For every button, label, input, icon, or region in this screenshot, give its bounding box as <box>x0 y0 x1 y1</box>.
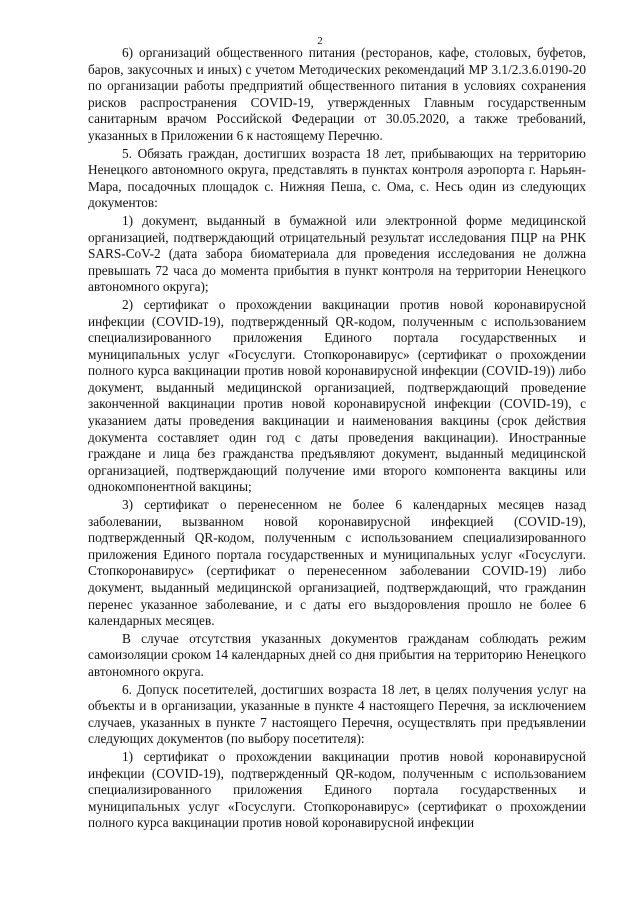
paragraph-clause-6-item-1: 1) сертификат о прохождении вакцинации против новой коронавирусной инфекции (COVID-19), подтвержденный QR-кодом, полученным с использованием специализированного приложения Единого портала государственных и муниципальных услуг «Госуслуги. Стопкоронавирус» (сертификат о прохождении полного курса вакцинации против новой коронавирусной инфекции <box>88 748 586 831</box>
paragraph-item-6-catering: 6) организаций общественного питания (ресторанов, кафе, столовых, буфетов, баров, закусочных и иных) с учетом Методических рекомендаций МР 3.1/2.3.6.0190-20 по организации работы предприятий общественного питания в условиях сохранения рисков распространения COVID-19, утвержденных Главным государственным санитарным врачом Российской Федерации от 30.05.2020, а также требований, указанных в Приложении 6 к настоящему Перечню. <box>88 45 586 143</box>
paragraph-clause-5-item-2: 2) сертификат о прохождении вакцинации против новой коронавирусной инфекции (COVID-19), подтвержденный QR-кодом, полученным с использованием специализированного приложения Единого портала государственных и муниципальных услуг «Госуслуги. Стопкоронавирус» (сертификат о прохождении полного курса вакцинации против новой коронавирусной инфекции (COVID-19)) либо документ, выданный медицинской организацией, подтверждающий проведение законченной вакцинации против новой коронавирусной инфекции (COVID-19), с указанием даты проведения вакцинации и наименования вакцины (срок действия документа составляет один год с даты проведения вакцинации). Иностранные граждане и лица без гражданства предъявляют документ, выданный медицинской организацией, подтверждающий получение ими второго компонента вакцины или однокомпонентной вакцины; <box>88 296 586 495</box>
paragraph-clause-6: 6. Допуск посетителей, достигших возраста 18 лет, в целях получения услуг на объекты и в организации, указанные в пункте 4 настоящего Перечня, за исключением случаев, указанных в пункте 7 настоящего Перечня, осуществлять при предъявлении следующих документов (по выбору посетителя): <box>88 681 586 747</box>
paragraph-clause-5-item-1: 1) документ, выданный в бумажной или электронной форме медицинской организацией, подтверждающий отрицательный результат исследования ПЦР на РНК SARS-CoV-2 (дата забора биоматериала для проведения исследования не должна превышать 72 часа до момента прибытия в пункт контроля на территории Ненецкого автономного округа); <box>88 212 586 295</box>
paragraph-clause-5-item-3: 3) сертификат о перенесенном не более 6 календарных месяцев назад заболевании, вызванном новой коронавирусной инфекцией (COVID-19), подтвержденный QR-кодом, полученным с использованием специализированного приложения Единого портала государственных и муниципальных услуг «Госуслуги. Стопкоронавирус» (сертификат о перенесенном заболевании COVID-19) либо документ, выданный медицинской организацией, подтверждающий, что гражданин перенес указанное заболевание, и с даты его выздоровления прошло не более 6 календарных месяцев. <box>88 497 586 629</box>
page-number: 2 <box>317 35 323 47</box>
paragraph-self-isolation: В случае отсутствия указанных документов гражданам соблюдать режим самоизоляции сроком 14 календарных дней со дня прибытия на территорию Ненецкого автономного округа. <box>88 630 586 679</box>
document-body <box>88 45 586 832</box>
paragraph-clause-5: 5. Обязать граждан, достигших возраста 18 лет, прибывающих на территорию Ненецкого автономного округа, представлять в пунктах контроля аэропорта г. Нарьян-Мара, посадочных площадок с. Нижняя Пеша, с. Ома, с. Несь один из следующих документов: <box>88 145 586 211</box>
